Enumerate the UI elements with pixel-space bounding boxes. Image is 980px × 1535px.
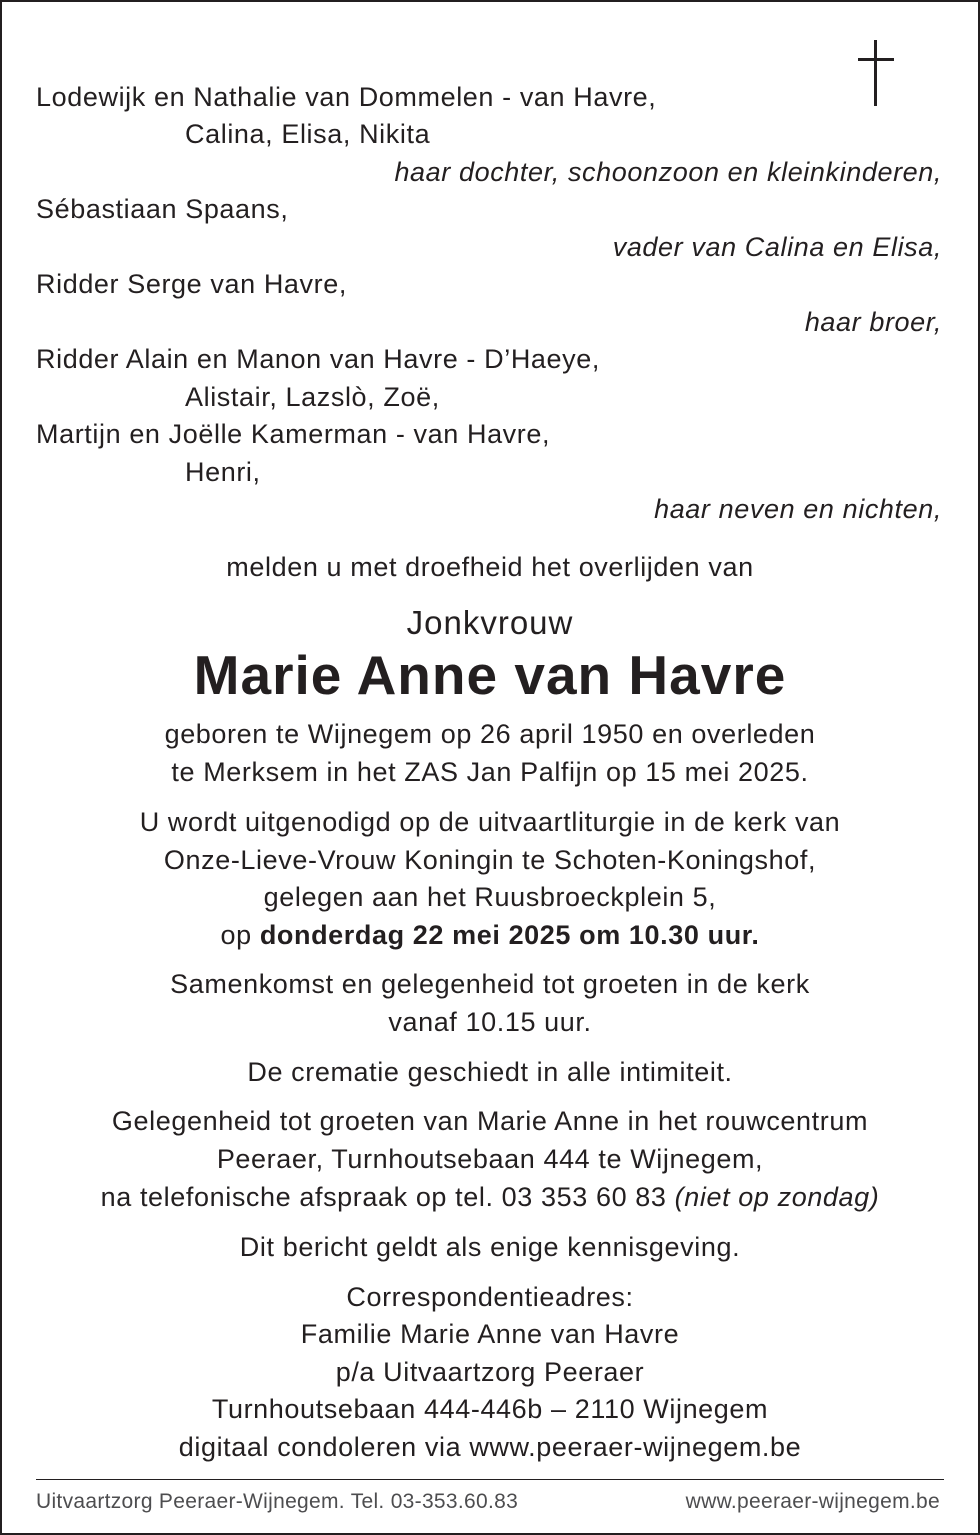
family-line-11: Henri, (185, 457, 261, 487)
correspondence-heading: Correspondentieadres: (346, 1282, 634, 1312)
cremation-text: De crematie geschiedt in alle intimiteit. (247, 1057, 733, 1087)
family-line-10: Martijn en Joëlle Kamerman - van Havre, (36, 419, 551, 449)
visit-note: (niet op zondag) (674, 1182, 880, 1212)
family-relation-4: haar neven en nichten, (654, 494, 942, 524)
footer-right: www.peeraer-wijnegem.be (685, 1490, 940, 1513)
liturgy-line-3: gelegen aan het Ruusbroeckplein 5, (263, 882, 717, 912)
visit-line-1: Gelegenheid tot groeten van Marie Anne in het rouwcentrum (111, 1106, 869, 1136)
family-relation-2: vader van Calina en Elisa, (612, 232, 942, 262)
family-line-9: Alistair, Lazslò, Zoë, (185, 382, 440, 412)
family-relation-1: haar dochter, schoonzoon en kleinkinderen, (394, 157, 942, 187)
family-line-2: Calina, Elisa, Nikita (185, 119, 431, 149)
footer-left: Uitvaartzorg Peeraer-Wijnegem. Tel. 03-353.60.83 (36, 1490, 519, 1513)
born-line-1: geboren te Wijnegem op 26 april 1950 en overleden (164, 719, 816, 749)
visit-line-3 (0, 1181, 980, 1213)
liturgy-line-4 (0, 919, 980, 951)
liturgy-date: donderdag 22 mei 2025 om 10.30 uur. (259, 920, 760, 950)
liturgy-line-1: U wordt uitgenodigd op de uitvaartliturgie in de kerk van (139, 807, 841, 837)
correspondence-line-3: Turnhoutsebaan 444-446b – 2110 Wijnegem (211, 1394, 769, 1424)
gathering-line-1: Samenkomst en gelegenheid tot groeten in de kerk (170, 969, 810, 999)
correspondence-line-4: digitaal condoleren via www.peeraer-wijnegem.be (178, 1432, 802, 1462)
correspondence-line-2: p/a Uitvaartzorg Peeraer (335, 1357, 645, 1387)
liturgy-line-2: Onze-Lieve-Vrouw Koningin te Schoten-Koningshof, (163, 845, 817, 875)
cross-icon (858, 40, 894, 106)
liturgy-prefix: op (220, 920, 252, 950)
deceased-title: Jonkvrouw (406, 604, 574, 641)
footer-divider (36, 1479, 944, 1480)
family-line-4: Sébastiaan Spaans, (36, 194, 289, 224)
notice-text: Dit bericht geldt als enige kennisgeving. (239, 1232, 741, 1262)
family-line-1: Lodewijk en Nathalie van Dommelen - van Havre, (36, 82, 657, 112)
deceased-name: Marie Anne van Havre (193, 644, 787, 706)
visit-line-2: Peeraer, Turnhoutsebaan 444 te Wijnegem, (216, 1144, 764, 1174)
announce-text: melden u met droefheid het overlijden van (226, 552, 754, 582)
correspondence-line-1: Familie Marie Anne van Havre (300, 1319, 680, 1349)
born-line-2: te Merksem in het ZAS Jan Palfijn op 15 mei 2025. (171, 757, 809, 787)
family-line-8: Ridder Alain en Manon van Havre - D’Haeye, (36, 344, 600, 374)
family-line-6: Ridder Serge van Havre, (36, 269, 347, 299)
family-relation-3: haar broer, (804, 307, 942, 337)
gathering-line-2: vanaf 10.15 uur. (388, 1007, 592, 1037)
visit-phone: na telefonische afspraak op tel. 03 353 60 83 (100, 1182, 667, 1212)
